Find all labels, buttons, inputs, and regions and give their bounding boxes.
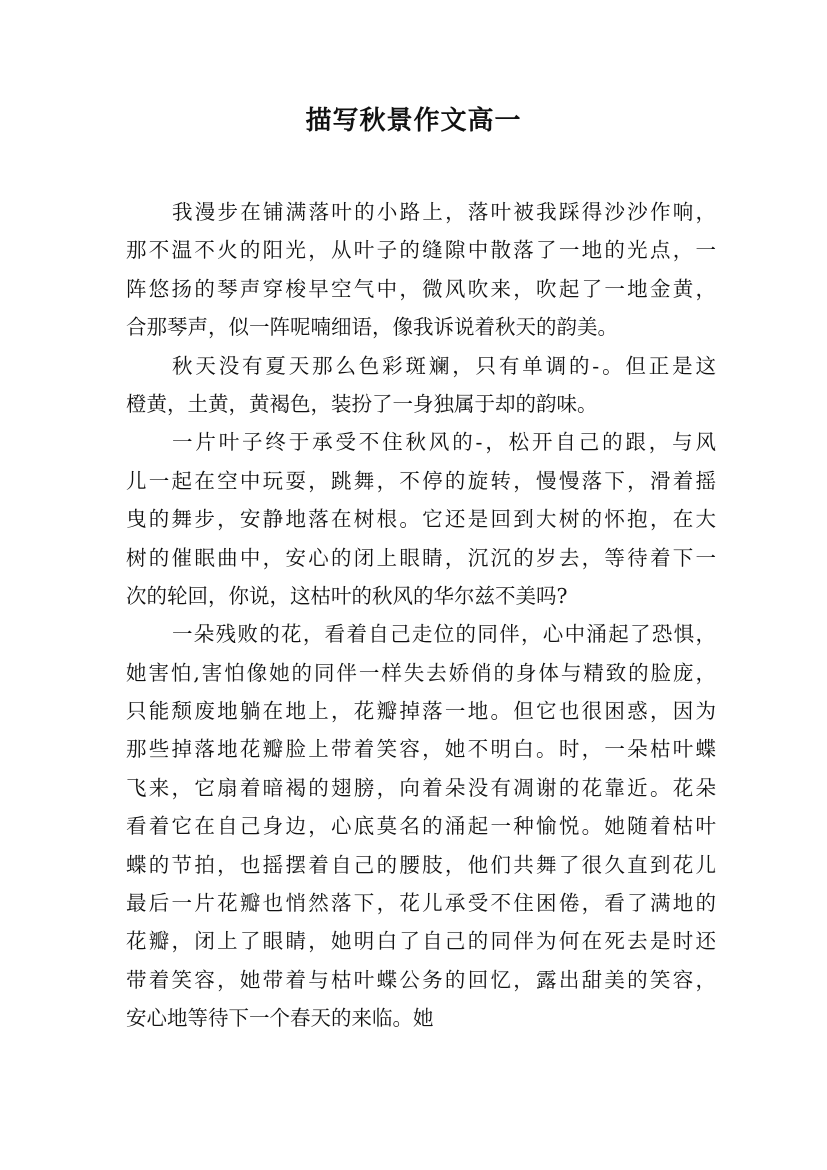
paragraph-line: 那些掉落地花瓣脸上带着笑容，她不明白。时，一朵枯叶蝶 (126, 737, 716, 762)
paragraph-line: 橙黄，土黄，黄褐色，装扮了一身独属于却的韵味。 (126, 391, 598, 416)
paragraph-line: 我漫步在铺满落叶的小路上，落叶被我踩得沙沙作响， (172, 200, 716, 224)
paragraph-line: 那不温不火的阳光，从叶子的缝隙中散落了一地的光点，一 (126, 238, 716, 263)
paragraph-line: 她害怕,害怕像她的同伴一样失去娇俏的身体与精致的脸庞， (126, 660, 716, 685)
paragraph-line: 安心地等待下一个春天的来临。她 (126, 1006, 434, 1031)
document-title: 描写秋景作文高一 (305, 106, 522, 136)
paragraph-line: 看着它在自己身边，心底莫名的涌起一种愉悦。她随着枯叶 (126, 814, 716, 839)
paragraph-line: 儿一起在空中玩耍，跳舞，不停的旋转，慢慢落下，滑着摇 (126, 468, 716, 493)
paragraph-line: 合那琴声，似一阵呢喃细语，像我诉说着秋天的韵美。 (126, 315, 618, 340)
paragraph-line: 曳的舞步，安静地落在树根。它还是回到大树的怀抱，在大 (126, 507, 716, 532)
paragraph-line: 次的轮回，你说，这枯叶的秋风的华尔兹不美吗? (126, 583, 568, 608)
paragraph-line: 花瓣，闭上了眼睛，她明白了自己的同伴为何在死去是时还 (126, 929, 716, 954)
paragraph-line: 一片叶子终于承受不住秋风的-，松开自己的跟，与风 (172, 430, 716, 455)
paragraph-line: 蝶的节拍，也摇摆着自己的腰肢，他们共舞了很久直到花儿 (126, 852, 716, 877)
paragraph-line: 阵悠扬的琴声穿梭早空气中，微风吹来，吹起了一地金黄， (126, 276, 716, 301)
paragraph-line: 秋天没有夏天那么色彩斑斓，只有单调的-。但正是这 (172, 353, 716, 378)
paragraph-line: 飞来，它扇着暗褐的翅膀，向着朵没有凋谢的花靠近。花朵 (126, 775, 716, 800)
paragraph-line: 只能颓废地躺在地上，花瓣掉落一地。但它也很困惑，因为 (126, 699, 716, 724)
paragraph-line: 最后一片花瓣也悄然落下，花儿承受不住困倦，看了满地的 (126, 891, 716, 916)
paragraph-line: 树的催眠曲中，安心的闭上眼睛，沉沉的岁去，等待着下一 (126, 545, 716, 570)
paragraph-line: 带着笑容，她带着与枯叶蝶公务的回忆，露出甜美的笑容， (126, 967, 716, 992)
paragraph-line: 一朵残败的花，看着自己走位的同伴，心中涌起了恐惧， (172, 622, 716, 647)
essay-body (126, 193, 716, 1038)
